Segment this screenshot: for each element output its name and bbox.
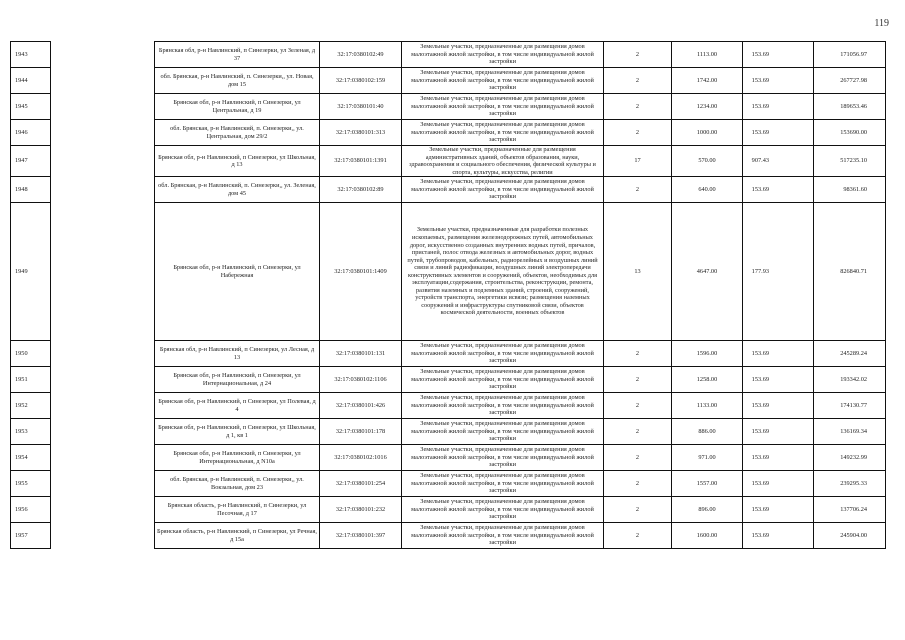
address-cell: обл. Брянская, р-н Навлинский, п. Синезерки,, ул. Зеленая, дом 45 — [155, 177, 320, 203]
area-cell: 1000.00 — [672, 120, 743, 146]
land-use-cell: Земельные участки, предназначенные для размещения домов малоэтажной жилой застройки, в том числе индивидуальной жилой застройки — [402, 523, 604, 549]
category-code-cell: 2 — [604, 497, 672, 523]
category-code-cell: 2 — [604, 393, 672, 419]
cadastral-number-cell: 32:17:0380102:89 — [320, 177, 402, 203]
category-code-cell: 2 — [604, 341, 672, 367]
cadastral-number-cell: 32:17:0380102:159 — [320, 68, 402, 94]
empty-cell — [51, 367, 155, 393]
land-use-cell: Земельные участки, предназначенные для размещения домов малоэтажной жилой застройки, в том числе индивидуальной жилой застройки — [402, 445, 604, 471]
empty-cell — [51, 471, 155, 497]
empty-cell — [51, 146, 155, 177]
row-number: 1955 — [11, 471, 51, 497]
address-cell: Брянская обл, р-н Навлинский, п Синезерки, ул Интернациональная, д 24 — [155, 367, 320, 393]
table-row — [11, 120, 886, 146]
empty-cell — [51, 94, 155, 120]
area-cell: 1557.00 — [672, 471, 743, 497]
total-value-cell: 153690.00 — [814, 120, 886, 146]
total-value-cell: 189653.46 — [814, 94, 886, 120]
total-value-cell: 193342.02 — [814, 367, 886, 393]
registry-body — [11, 42, 886, 549]
total-value-cell: 826840.71 — [814, 203, 886, 341]
total-value-cell: 137706.24 — [814, 497, 886, 523]
total-value-cell: 245904.00 — [814, 523, 886, 549]
area-cell: 1258.00 — [672, 367, 743, 393]
category-code-cell: 2 — [604, 367, 672, 393]
area-cell: 971.00 — [672, 445, 743, 471]
land-use-cell: Земельные участки, предназначенные для размещения домов малоэтажной жилой застройки, в том числе индивидуальной жилой застройки — [402, 68, 604, 94]
category-code-cell: 2 — [604, 471, 672, 497]
category-code-cell: 2 — [604, 68, 672, 94]
unit-price-cell: 153.69 — [743, 42, 814, 68]
address-cell: Брянская обл, р-н Навлинский, п Синезерки, ул Полевая, д 4 — [155, 393, 320, 419]
unit-price-cell: 153.69 — [743, 367, 814, 393]
address-cell: Брянская область, р-н Навлинский, п Синезерки, ул Речная, д 15а — [155, 523, 320, 549]
page-number: 119 — [874, 18, 889, 29]
total-value-cell: 174130.77 — [814, 393, 886, 419]
unit-price-cell: 153.69 — [743, 68, 814, 94]
unit-price-cell: 153.69 — [743, 94, 814, 120]
table-row — [11, 445, 886, 471]
address-cell: обл. Брянская, р-н Навлинский, п. Синезерки,, ул. Новая, дом 15 — [155, 68, 320, 94]
unit-price-cell: 153.69 — [743, 445, 814, 471]
category-code-cell: 17 — [604, 146, 672, 177]
unit-price-cell: 153.69 — [743, 341, 814, 367]
row-number: 1950 — [11, 341, 51, 367]
cadastral-number-cell: 32:17:0380101:397 — [320, 523, 402, 549]
unit-price-cell: 153.69 — [743, 120, 814, 146]
empty-cell — [51, 68, 155, 94]
row-number: 1949 — [11, 203, 51, 341]
land-use-cell: Земельные участки, предназначенные для размещения домов малоэтажной жилой застройки, в том числе индивидуальной жилой застройки — [402, 94, 604, 120]
area-cell: 1600.00 — [672, 523, 743, 549]
unit-price-cell: 907.43 — [743, 146, 814, 177]
cadastral-number-cell: 32:17:0380102:1106 — [320, 367, 402, 393]
cadastral-number-cell: 32:17:0380101:40 — [320, 94, 402, 120]
row-number: 1953 — [11, 419, 51, 445]
cadastral-number-cell: 32:17:0380101:426 — [320, 393, 402, 419]
area-cell: 570.00 — [672, 146, 743, 177]
cadastral-number-cell: 32:17:0380102:1016 — [320, 445, 402, 471]
unit-price-cell: 153.69 — [743, 419, 814, 445]
land-use-cell: Земельные участки, предназначенные для размещения домов малоэтажной жилой застройки, в том числе индивидуальной жилой застройки — [402, 42, 604, 68]
empty-cell — [51, 341, 155, 367]
table-row — [11, 393, 886, 419]
empty-cell — [51, 445, 155, 471]
area-cell: 4647.00 — [672, 203, 743, 341]
table-row — [11, 177, 886, 203]
area-cell: 1596.00 — [672, 341, 743, 367]
address-cell: Брянская обл, р-н Навлинский, п Синезерки, ул Лесная, д 13 — [155, 341, 320, 367]
land-use-cell: Земельные участки, предназначенные для размещения домов малоэтажной жилой застройки, в том числе индивидуальной жилой застройки — [402, 471, 604, 497]
row-number: 1952 — [11, 393, 51, 419]
land-use-cell: Земельные участки, предназначенные для размещения административных зданий, объектов образования, науки, здравоохранения и социального обеспечения, физической культуры и спорта, культуры, искусства, религии — [402, 146, 604, 177]
total-value-cell: 136169.34 — [814, 419, 886, 445]
table-row — [11, 523, 886, 549]
cadastral-number-cell: 32:17:0380101:232 — [320, 497, 402, 523]
land-use-cell: Земельные участки, предназначенные для размещения домов малоэтажной жилой застройки, в том числе индивидуальной жилой застройки — [402, 419, 604, 445]
address-cell: Брянская обл, р-н Навлинский, п Синезерки, ул Школьная, д 13 — [155, 146, 320, 177]
address-cell: Брянская обл, р-н Навлинский, п Синезерки, ул Интернациональная, д N10а — [155, 445, 320, 471]
unit-price-cell: 153.69 — [743, 393, 814, 419]
area-cell: 1742.00 — [672, 68, 743, 94]
table-row — [11, 497, 886, 523]
row-number: 1946 — [11, 120, 51, 146]
empty-cell — [51, 393, 155, 419]
unit-price-cell: 153.69 — [743, 177, 814, 203]
category-code-cell: 2 — [604, 419, 672, 445]
cadastral-number-cell: 32:17:0380101:178 — [320, 419, 402, 445]
empty-cell — [51, 203, 155, 341]
row-number: 1954 — [11, 445, 51, 471]
area-cell: 1113.00 — [672, 42, 743, 68]
row-number: 1951 — [11, 367, 51, 393]
empty-cell — [51, 419, 155, 445]
unit-price-cell: 177.93 — [743, 203, 814, 341]
row-number: 1948 — [11, 177, 51, 203]
empty-cell — [51, 497, 155, 523]
row-number: 1956 — [11, 497, 51, 523]
address-cell: Брянская область, р-н Навлинский, п Синезерки, ул Песочная, д 17 — [155, 497, 320, 523]
table-row — [11, 68, 886, 94]
category-code-cell: 2 — [604, 94, 672, 120]
total-value-cell: 267727.98 — [814, 68, 886, 94]
category-code-cell: 2 — [604, 42, 672, 68]
table-row — [11, 471, 886, 497]
category-code-cell: 2 — [604, 177, 672, 203]
address-cell: Брянская обл, р-н Навлинский, п Синезерки, ул Школьная, д 1, кв 1 — [155, 419, 320, 445]
category-code-cell: 2 — [604, 523, 672, 549]
cadastral-number-cell: 32:17:0380101:254 — [320, 471, 402, 497]
row-number: 1945 — [11, 94, 51, 120]
land-use-cell: Земельные участки, предназначенные для размещения домов малоэтажной жилой застройки, в том числе индивидуальной жилой застройки — [402, 393, 604, 419]
category-code-cell: 2 — [604, 120, 672, 146]
total-value-cell: 517235.10 — [814, 146, 886, 177]
address-cell: Брянская обл, р-н Навлинский, п Синезерки, ул Центральная, д 19 — [155, 94, 320, 120]
area-cell: 896.00 — [672, 497, 743, 523]
table-row — [11, 203, 886, 341]
total-value-cell: 149232.99 — [814, 445, 886, 471]
row-number: 1957 — [11, 523, 51, 549]
area-cell: 1133.00 — [672, 393, 743, 419]
category-code-cell: 13 — [604, 203, 672, 341]
unit-price-cell: 153.69 — [743, 471, 814, 497]
land-use-cell: Земельные участки, предназначенные для разработки полезных ископаемых, размещения железнодорожных путей, автомобильных дорог, искусственно созданных внутренних водных путей, причалов, пристаней, полос отвода железных и автомобильных дорог, водных путей, трубопроводов, кабельных, радиорелейных и воздушных линий связи и линий радиофикации, воздушных линий электропередачи конструктивных элементов и сооружений, объектов, необходимых для эксплуатации,содержания, строительства, реконструкции, ремонта, развития наземных и подземных зданий, строений, сооружений, устройств транспорта, энергетики исвязи; размещения наземных сооружений и инфраструктуры спутниковой связи, объектов космической деятельности, военных объектов — [402, 203, 604, 341]
land-use-cell: Земельные участки, предназначенные для размещения домов малоэтажной жилой застройки, в том числе индивидуальной жилой застройки — [402, 367, 604, 393]
empty-cell — [51, 177, 155, 203]
land-use-cell: Земельные участки, предназначенные для размещения домов малоэтажной жилой застройки, в том числе индивидуальной жилой застройки — [402, 120, 604, 146]
land-use-cell: Земельные участки, предназначенные для размещения домов малоэтажной жилой застройки, в том числе индивидуальной жилой застройки — [402, 177, 604, 203]
land-use-cell: Земельные участки, предназначенные для размещения домов малоэтажной жилой застройки, в том числе индивидуальной жилой застройки — [402, 341, 604, 367]
row-number: 1947 — [11, 146, 51, 177]
unit-price-cell: 153.69 — [743, 497, 814, 523]
cadastral-number-cell: 32:17:0380101:1391 — [320, 146, 402, 177]
table-row — [11, 341, 886, 367]
empty-cell — [51, 42, 155, 68]
address-cell: обл. Брянская, р-н Навлинский, п. Синезерки,, ул. Центральная, дом 29/2 — [155, 120, 320, 146]
address-cell: обл. Брянская, р-н Навлинский, п. Синезерки,, ул. Вокзальная, дом 23 — [155, 471, 320, 497]
total-value-cell: 171056.97 — [814, 42, 886, 68]
empty-cell — [51, 120, 155, 146]
table-row — [11, 419, 886, 445]
table-row — [11, 367, 886, 393]
area-cell: 1234.00 — [672, 94, 743, 120]
table-row — [11, 146, 886, 177]
area-cell: 640.00 — [672, 177, 743, 203]
land-use-cell: Земельные участки, предназначенные для размещения домов малоэтажной жилой застройки, в том числе индивидуальной жилой застройки — [402, 497, 604, 523]
table-row — [11, 42, 886, 68]
area-cell: 886.00 — [672, 419, 743, 445]
total-value-cell: 245289.24 — [814, 341, 886, 367]
cadastral-number-cell: 32:17:0380102:49 — [320, 42, 402, 68]
empty-cell — [51, 523, 155, 549]
row-number: 1944 — [11, 68, 51, 94]
table-row — [11, 94, 886, 120]
land-registry-table — [10, 41, 886, 549]
total-value-cell: 239295.33 — [814, 471, 886, 497]
total-value-cell: 98361.60 — [814, 177, 886, 203]
unit-price-cell: 153.69 — [743, 523, 814, 549]
address-cell: Брянская обл, р-н Навлинский, п Синезерки, ул Набережная — [155, 203, 320, 341]
cadastral-number-cell: 32:17:0380101:1409 — [320, 203, 402, 341]
row-number: 1943 — [11, 42, 51, 68]
cadastral-number-cell: 32:17:0380101:131 — [320, 341, 402, 367]
cadastral-number-cell: 32:17:0380101:313 — [320, 120, 402, 146]
address-cell: Брянская обл, р-н Навлинский, п Синезерки, ул Зеленая, д 37 — [155, 42, 320, 68]
category-code-cell: 2 — [604, 445, 672, 471]
